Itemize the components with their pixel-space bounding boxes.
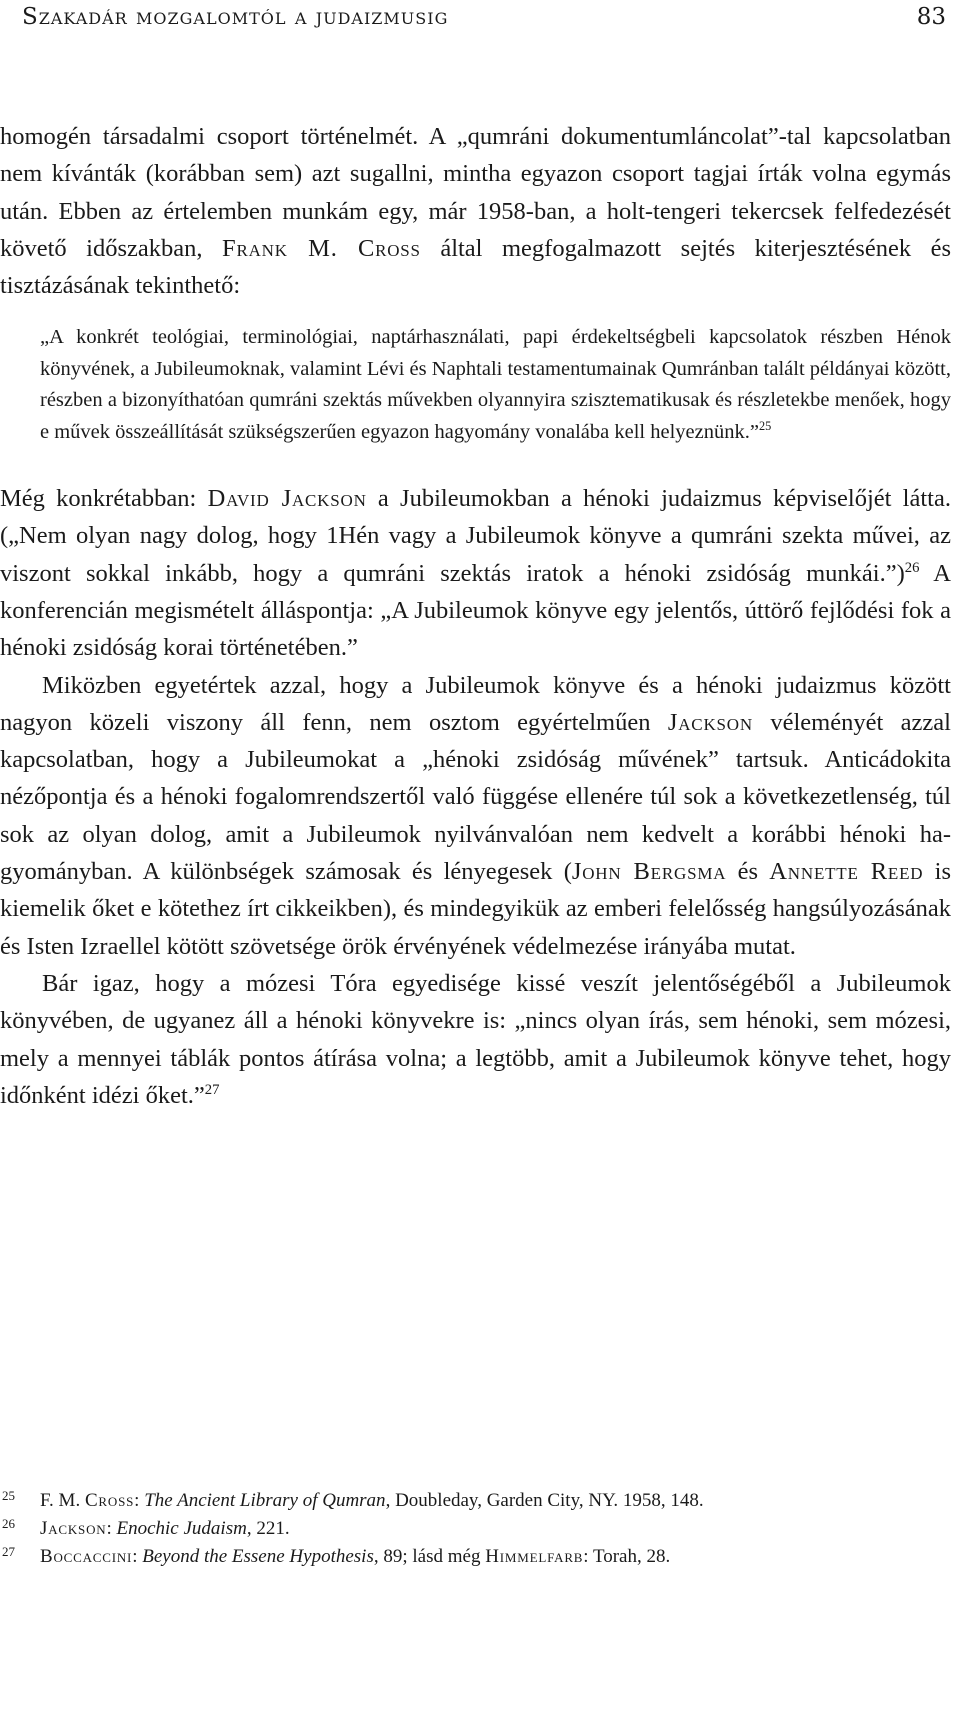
text-run: :: [134, 1490, 145, 1511]
author-name: Annette Reed: [769, 858, 924, 886]
block-quote: [40, 322, 951, 448]
book-title: Beyond the Essene Hypothesis: [142, 1546, 374, 1567]
author-name: Boccaccini: [40, 1546, 133, 1567]
book-title: Enochic Judaism: [116, 1518, 247, 1539]
text-run: :: [132, 1546, 143, 1567]
author-name: John Bergsma: [571, 858, 727, 886]
text-run: Még konkrétabban:: [0, 485, 208, 513]
footnotes: [0, 1487, 951, 1571]
text-run: , Doubleday, Garden City, NY. 1958, 148.: [385, 1490, 704, 1511]
footnote-26: [0, 1515, 951, 1543]
text-run: , 89; lásd még: [373, 1546, 486, 1567]
quote-text: „A konkrét teológiai, terminológiai, naptárhasználati, papi érdekeltségbeli kapcsolatok részben Hénok könyvének, a Jubileumoknak, valamint Lévi és Naphtali testamentumainak Qumránban talált példányai között, részben a bizonyíthatóan qumráni szektás művekben olyannyira szisztematikusak és részletekbe menőek, hogy e művek összeállítását szükségszerűen egyazon hagyomány vonalába kell helyeznünk.”: [40, 326, 951, 443]
footnote-number: 25: [2, 1488, 15, 1503]
author-name: David Jackson: [207, 485, 367, 513]
footnote-27: [0, 1543, 951, 1571]
author-name: Frank M. Cross: [222, 234, 421, 262]
text-run: és: [726, 858, 770, 886]
author-name: Jackson: [40, 1518, 107, 1539]
paragraph-1: [0, 118, 951, 304]
paragraph-2: [0, 480, 951, 666]
footnote-ref-27[interactable]: 27: [204, 1081, 220, 1098]
running-title: Szakadár mozgalomtól a judaizmusig: [22, 4, 449, 30]
main-text: [0, 118, 951, 1114]
footnote-ref-25[interactable]: 25: [758, 418, 772, 433]
author-name: Cross: [84, 1490, 135, 1511]
text-run: : Torah, 28.: [583, 1546, 671, 1567]
text-run: véleményét azzal kapcsolatban, hogy a Jubileumokat a „hénoki zsidóság művének” tartsuk. Anticádokita nézőpontja és a hénoki fogalomrendszertől való függése ellenére túl sok a következetlenség, túl sok az olyan dolog, amit a Jubileumok nyilvánvalóan nem kedvelt a korábbi hénoki hagyományban. A különbségek számosak és lényegesek (: [0, 708, 951, 886]
paragraph-3: [0, 667, 951, 965]
author-name: Jackson: [667, 708, 753, 736]
text-run: által megfogalmazott sejtés kiterjesztésének és tisztázásának tekinthető:: [0, 234, 951, 300]
text-run: homogén társadalmi csoport történelmét. A „qumráni dokumentumláncolat”-tal kapcsolatban nem kívánták (korábban sem) azt sugallni, mintha egyazon csoport tagjai írták volna egymás után. Ebben az értelemben munkám egy, már 1958-ban, a holt-tengeri tekercsek felfedezését követő időszakban,: [0, 123, 951, 262]
page-number: 83: [916, 4, 946, 30]
author-name: Himmelfarb: [485, 1546, 584, 1567]
text-run: :: [106, 1518, 117, 1539]
text-run: is kiemelik őket e kötethez írt cikkeikben), és mindegyikük az emberi felelősség hangsúlyozásának és Isten Izraellel kötött szövetsége örök érvényének védelmezése irányába mutat.: [0, 858, 951, 960]
text-run: F. M.: [40, 1490, 85, 1511]
book-title: The Ancient Library of Qumran: [144, 1490, 386, 1511]
footnote-ref-26[interactable]: 26: [904, 559, 920, 576]
text-run: Bár igaz, hogy a mózesi Tóra egyedisége kissé veszít jelentőségéből a Jubileumok könyvében, de ugyanez áll a hénoki könyvekre is: „nincs olyan írás, sem hénoki, sem mózesi, mely a mennyei táblák pontos átírása volna; a legtöbb, amit a Jubileumok könyve tehet, hogy időnként idézi őket.”: [0, 969, 951, 1109]
running-head: [0, 0, 960, 34]
text-run: , 221.: [246, 1518, 290, 1539]
footnote-25: [0, 1487, 951, 1515]
footnote-number: 27: [2, 1544, 15, 1559]
footnote-number: 26: [2, 1516, 15, 1531]
text-run: Miközben egyetértek azzal, hogy a Jubileumok könyve és a hénoki judaizmus között nagyon közeli viszony áll fenn, nem osztom egyértelműen: [0, 671, 951, 736]
text-run: a Jubileumokban a hénoki judaizmus képviselőjét látta. („Nem olyan nagy dolog, hogy 1Hén vagy a Jubileumok könyve a qumráni szekta művei, az viszont sokkal inkább, hogy a qumráni szektás iratok a hénoki zsidóság munkái.”): [0, 485, 951, 587]
paragraph-4: [0, 965, 951, 1114]
text-run: A konferencián megismételt álláspontja: „A Jubileumok könyve egy jelentős, úttörő fejlődési fok a hénoki zsidóság korai történetében.”: [0, 559, 951, 662]
